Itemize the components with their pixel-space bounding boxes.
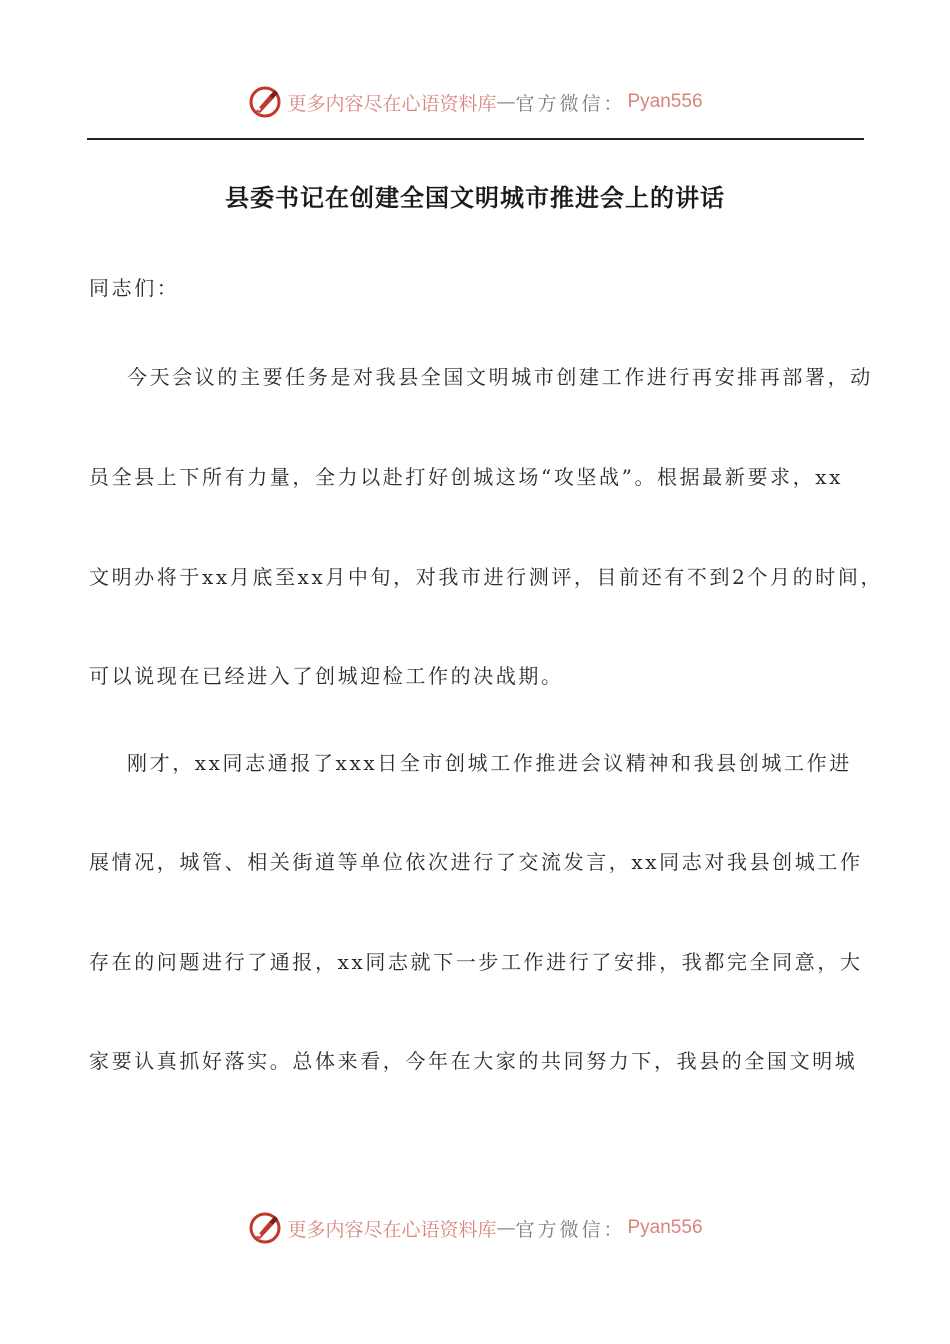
pen-nib-logo-icon bbox=[247, 1210, 283, 1246]
body-line: 今天会议的主要任务是对我县全国文明城市创建工作进行再安排再部署，动 bbox=[127, 365, 873, 389]
footer-dash: — bbox=[496, 1217, 516, 1239]
footer-brand-text: 更多内容尽在心语资料库 bbox=[287, 1218, 497, 1241]
header-brand-text: 更多内容尽在心语资料库 bbox=[287, 92, 497, 115]
body-line: 可以说现在已经进入了创城迎检工作的决战期。 bbox=[89, 664, 564, 688]
body-line: 员全县上下所有力量，全力以赴打好创城这场“攻坚战”。根据最新要求，xx bbox=[89, 465, 844, 489]
header-wechat-id: Pyan556 bbox=[627, 91, 703, 112]
body-line: 存在的问题进行了通报，xx同志就下一步工作进行了安排，我都完全同意，大 bbox=[89, 950, 863, 974]
body-line: 家要认真抓好落实。总体来看，今年在大家的共同努力下，我县的全国文明城 bbox=[89, 1049, 858, 1073]
footer-official-label: 官方微信： bbox=[515, 1218, 626, 1241]
body-line: 文明办将于xx月底至xx月中旬，对我市进行测评，目前还有不到2个月的时间， bbox=[89, 565, 884, 589]
document-title: 县委书记在创建全国文明城市推进会上的讲话 bbox=[225, 183, 725, 212]
salutation-line: 同志们： bbox=[89, 276, 180, 300]
header-official-label: 官方微信： bbox=[515, 92, 626, 115]
header-dash: — bbox=[496, 91, 516, 113]
footer-banner bbox=[0, 1206, 950, 1250]
header-banner bbox=[0, 80, 950, 124]
body-line: 刚才，xx同志通报了xxx日全市创城工作推进会议精神和我县创城工作进 bbox=[127, 751, 852, 775]
body-line: 展情况，城管、相关街道等单位依次进行了交流发言，xx同志对我县创城工作 bbox=[89, 850, 863, 874]
footer-wechat-id: Pyan556 bbox=[627, 1217, 703, 1238]
pen-nib-logo-icon bbox=[247, 84, 283, 120]
header-divider bbox=[87, 138, 864, 140]
